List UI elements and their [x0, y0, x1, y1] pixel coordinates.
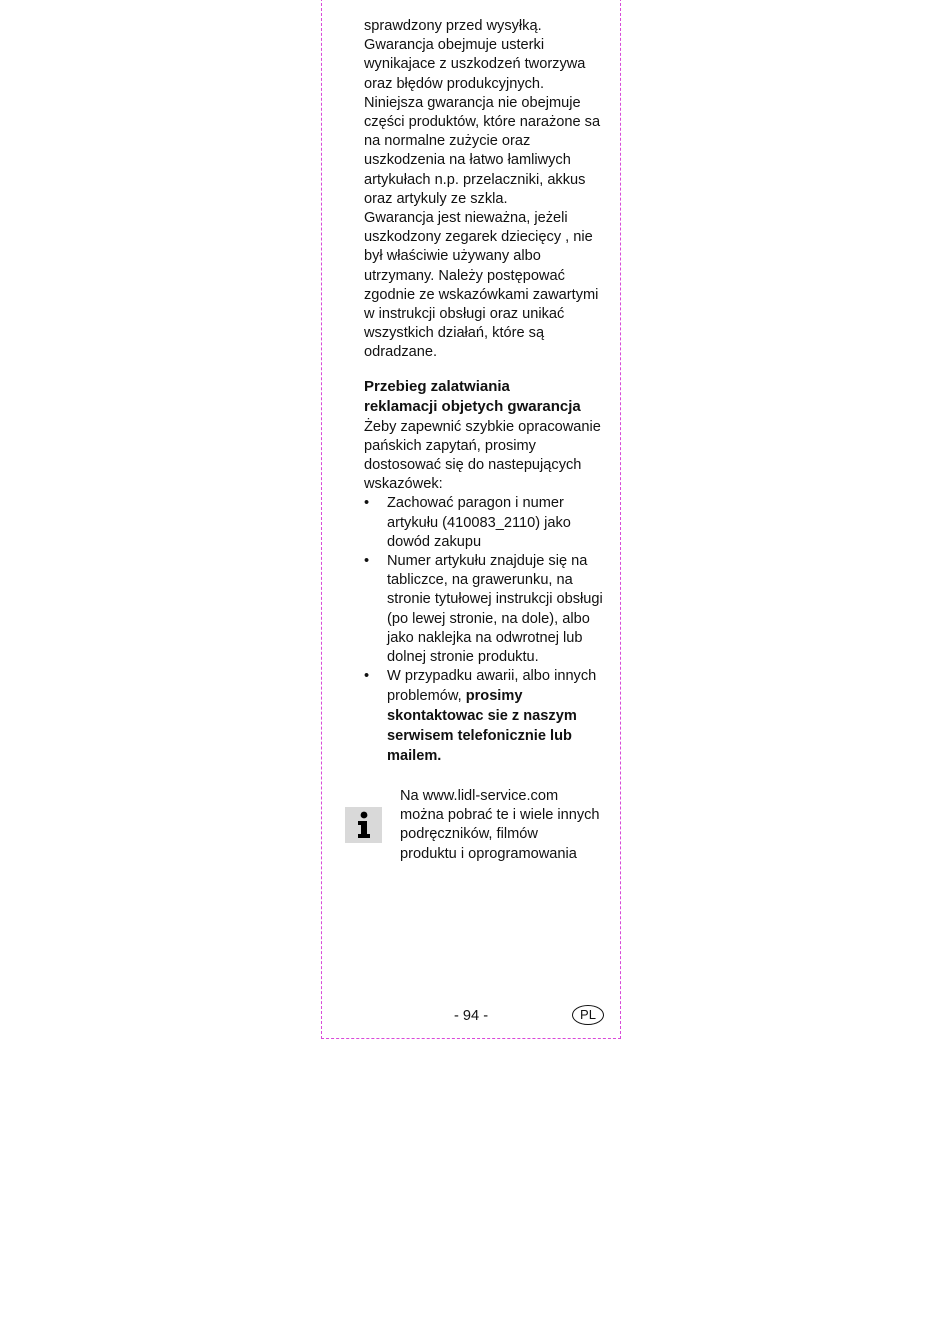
info-line: podręczników, filmów	[400, 826, 538, 843]
paragraph-line: Niniejsza gwarancja nie obejmuje	[364, 94, 581, 111]
intro-line: wskazówek:	[364, 476, 443, 493]
instruction-list	[364, 494, 608, 765]
warranty-paragraph	[364, 17, 608, 363]
list-line: W przypadku awarii, albo innych	[387, 668, 597, 685]
list-line: dolnej stronie produktu.	[387, 649, 539, 666]
paragraph-line: uszkodzony zegarek dziecięcy , nie	[364, 229, 593, 246]
paragraph-line: Gwarancja obejmuje usterki	[364, 37, 545, 54]
paragraph-line: oraz artykuly ze szkla.	[364, 190, 508, 207]
paragraph-line: był właściwie używany albo	[364, 248, 541, 265]
paragraph-line: na normalne zużycie oraz	[364, 133, 531, 150]
paragraph-line: oraz błędów produkcyjnych.	[364, 75, 545, 92]
info-line: Na www.lidl-service.com	[400, 788, 559, 804]
section-heading	[364, 377, 608, 418]
emphasis-line: serwisem telefonicznie lub	[387, 727, 572, 744]
paragraph-line: części produktów, które narażone sa	[364, 114, 601, 131]
list-item	[364, 667, 608, 765]
language-badge: PL	[572, 1005, 604, 1025]
page-number: - 94 -	[454, 1008, 489, 1024]
info-text	[400, 787, 600, 864]
page-content	[364, 17, 608, 766]
emphasis-text: prosimy	[465, 687, 523, 704]
info-line: można pobrać te i wiele innych	[400, 807, 600, 824]
list-line: Zachować paragon i numer	[387, 495, 564, 512]
list-line-mixed	[387, 687, 608, 706]
paragraph-line: w instrukcji obsługi oraz unikać	[364, 306, 565, 323]
list-line: jako naklejka na odwrotnej lub	[387, 629, 583, 646]
heading-line: reklamacji objetych gwarancja	[364, 398, 581, 416]
paragraph-line: utrzymany. Należy postępować	[364, 267, 565, 284]
list-line: artykułu (410083_2110) jako	[387, 514, 571, 531]
emphasis-line: mailem.	[387, 747, 442, 764]
heading-line: Przebieg zalatwiania	[364, 377, 510, 395]
paragraph-line: zgodnie ze wskazówkami zawartymi	[364, 286, 599, 303]
list-line: Numer artykułu znajduje się na	[387, 553, 588, 570]
paragraph-line: odradzane.	[364, 344, 438, 361]
list-line: dowód zakupu	[387, 533, 482, 550]
paragraph-line: wynikajace z uszkodzeń tworzywa	[364, 56, 586, 73]
list-line: stronie tytułowej instrukcji obsługi	[387, 591, 603, 608]
list-text: problemów,	[387, 687, 466, 704]
list-line: (po lewej stronie, na dole), albo	[387, 610, 590, 627]
paragraph-line: Gwarancja jest nieważna, jeżeli	[364, 210, 568, 227]
intro-line: dostosować się do nastepujących	[364, 457, 582, 474]
info-line: produktu i oprogramowania	[400, 845, 577, 862]
bullet-icon: •	[364, 553, 370, 570]
paragraph-line: uszkodzenia na łatwo łamliwych	[364, 152, 571, 169]
manual-page	[321, 0, 621, 1039]
paragraph-line: artykułach n.p. przelaczniki, akkus	[364, 171, 586, 188]
list-item	[364, 494, 608, 552]
intro-line: Żeby zapewnić szybkie opracowanie	[364, 418, 601, 435]
list-item	[364, 552, 608, 667]
info-icon	[345, 807, 382, 843]
bullet-icon: •	[364, 495, 370, 512]
intro-line: pańskich zapytań, prosimy	[364, 437, 536, 454]
paragraph-line: wszystkich działań, które są	[364, 325, 545, 342]
section-intro	[364, 418, 608, 495]
list-line: tabliczce, na grawerunku, na	[387, 572, 573, 589]
paragraph-line: sprawdzony przed wysyłką.	[364, 18, 542, 34]
bullet-icon: •	[364, 668, 370, 685]
emphasis-line: skontaktowac sie z naszym	[387, 707, 577, 724]
